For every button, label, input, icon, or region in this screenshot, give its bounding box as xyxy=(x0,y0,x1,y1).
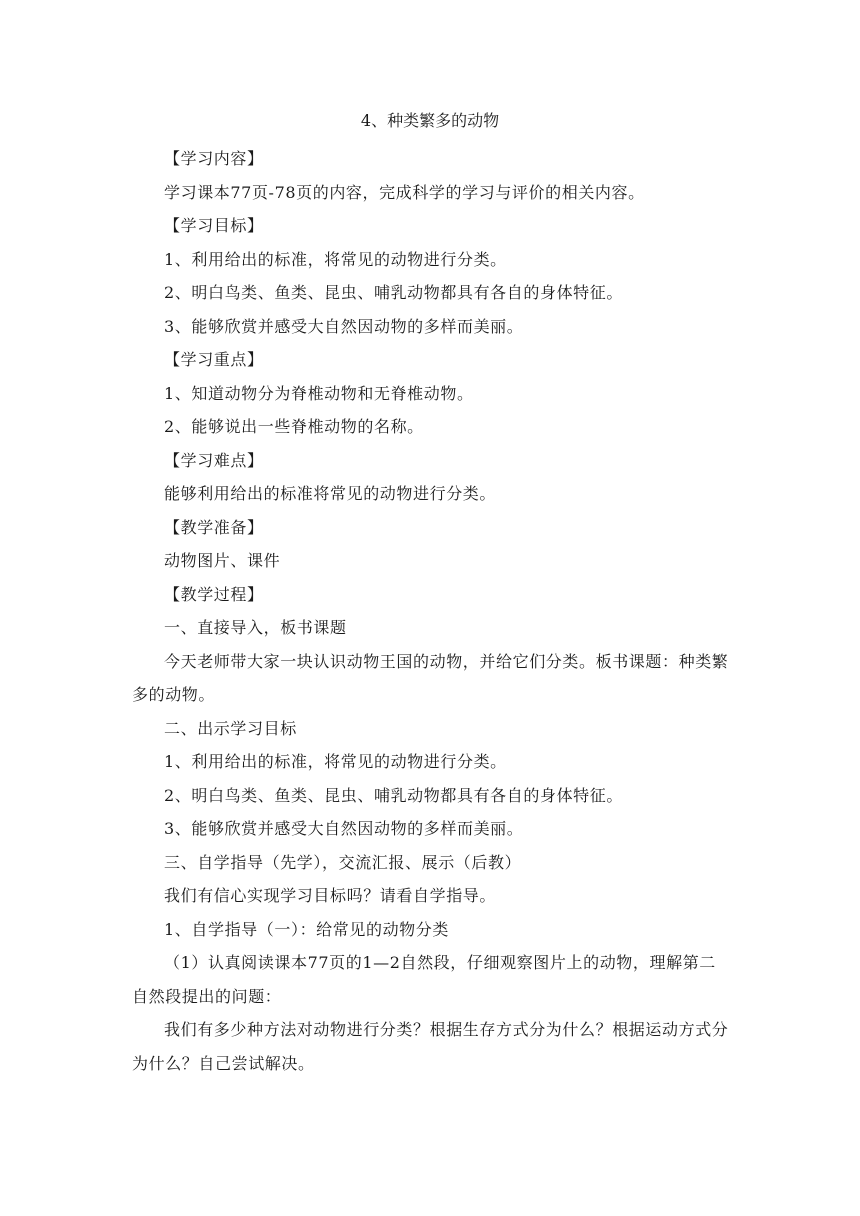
document-title: 4、种类繁多的动物 xyxy=(360,111,500,130)
paragraph: 能够利用给出的标准将常见的动物进行分类。 xyxy=(164,484,497,503)
paragraph: 今天老师带大家一块认识动物王国的动物，并给它们分类。板书课题：种类繁多的动物。 xyxy=(132,651,729,704)
list-item: 3、能够欣赏并感受大自然因动物的多样而美丽。 xyxy=(164,316,524,336)
step-heading: 一、直接导入，板书课题 xyxy=(164,618,347,637)
list-item: 1、利用给出的标准，将常见的动物进行分类。 xyxy=(164,752,507,771)
list-item: 2、明白鸟类、鱼类、昆虫、哺乳动物都具有各自的身体特征。 xyxy=(164,785,623,805)
list-item: 1、知道动物分为脊椎动物和无脊椎动物。 xyxy=(164,383,474,403)
paragraph: （1）认真阅读课本77页的1—2自然段，仔细观察图片上的动物，理解第二自然段提出的问题： xyxy=(132,953,716,1006)
section-heading-preparation: 【教学准备】 xyxy=(164,517,264,537)
paragraph: 动物图片、课件 xyxy=(164,551,281,570)
document-body xyxy=(132,142,732,1080)
paragraph: 我们有多少种方法对动物进行分类？根据生存方式分为什么？根据运动方式分为什么？自己尝试解决。 xyxy=(132,1020,729,1073)
paragraph: 我们有信心实现学习目标吗？请看自学指导。 xyxy=(164,886,497,905)
section-heading-difficulties: 【学习难点】 xyxy=(164,450,264,470)
section-heading-key-points: 【学习重点】 xyxy=(164,350,264,369)
step-heading: 三、自学指导（先学），交流汇报、展示（后教） xyxy=(164,852,522,872)
step-heading: 二、出示学习目标 xyxy=(164,718,297,738)
list-item: 2、能够说出一些脊椎动物的名称。 xyxy=(164,417,424,436)
section-heading-learning-content: 【学习内容】 xyxy=(164,149,264,168)
section-heading-process: 【教学过程】 xyxy=(164,584,264,604)
list-item: 2、明白鸟类、鱼类、昆虫、哺乳动物都具有各自的身体特征。 xyxy=(164,283,623,302)
list-item: 3、能够欣赏并感受大自然因动物的多样而美丽。 xyxy=(164,819,524,838)
section-heading-learning-goals: 【学习目标】 xyxy=(164,216,264,235)
paragraph: 学习课本77页-78页的内容，完成科学的学习与评价的相关内容。 xyxy=(164,182,645,202)
list-item: 1、利用给出的标准，将常见的动物进行分类。 xyxy=(164,249,507,269)
paragraph: 1、自学指导（一）：给常见的动物分类 xyxy=(164,919,449,939)
